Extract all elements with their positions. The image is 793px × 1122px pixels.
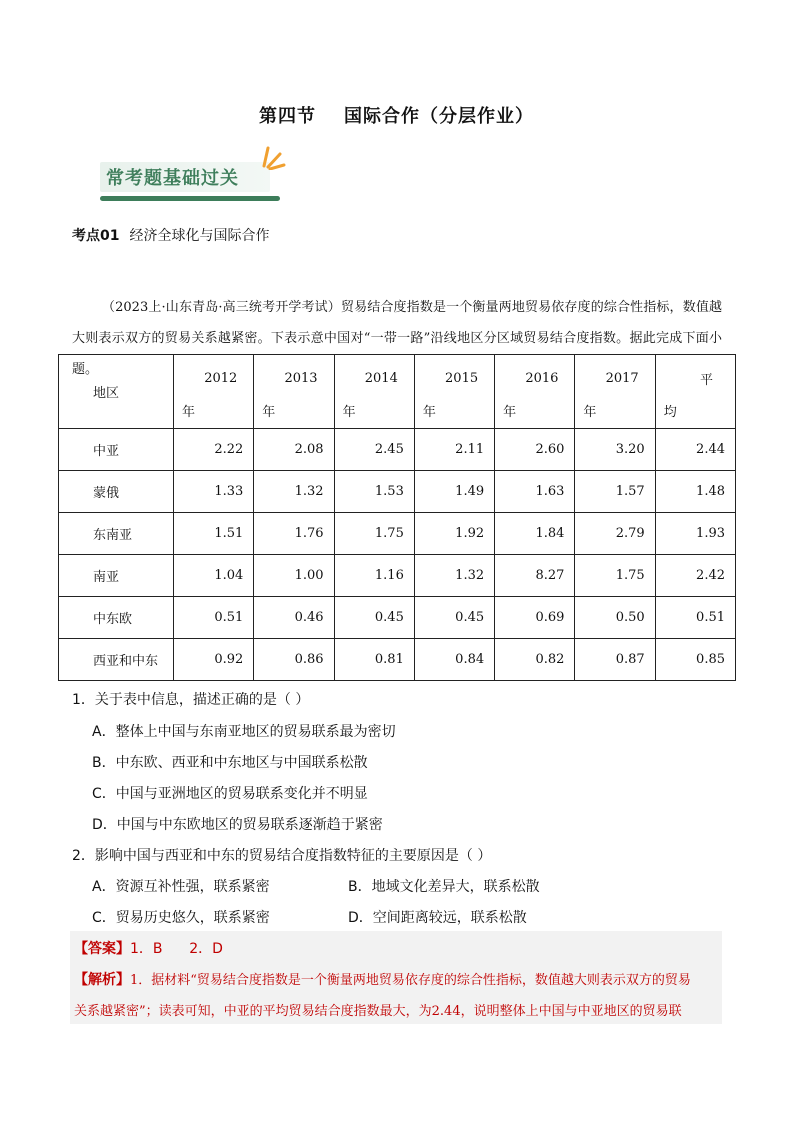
value-cell: 0.45 — [334, 597, 414, 639]
table-header-row — [59, 355, 736, 429]
value-cell: 1.63 — [495, 471, 575, 513]
q2-option-c: C．贸易历史悠久，联系紧密 — [92, 910, 270, 926]
table-row — [59, 513, 736, 555]
value-cell: 0.51 — [174, 597, 254, 639]
table-row — [59, 555, 736, 597]
value-cell: 0.84 — [414, 639, 494, 681]
value-cell: 1.53 — [334, 471, 414, 513]
section-name: 国际合作（分层作业） — [344, 106, 534, 127]
value-cell: 3.20 — [575, 429, 655, 471]
q1-option-d: D．中国与中东欧地区的贸易联系逐渐趋于紧密 — [92, 817, 383, 833]
section-number: 第四节 — [259, 106, 316, 127]
value-cell: 1.75 — [575, 555, 655, 597]
value-cell: 2.45 — [334, 429, 414, 471]
answer-tag: 【答案】 — [74, 941, 130, 957]
header-year: 2015 年 — [414, 355, 494, 429]
table-row — [59, 597, 736, 639]
q2-option-b: B．地域文化差异大，联系松散 — [348, 879, 540, 895]
value-cell: 0.69 — [495, 597, 575, 639]
value-cell: 0.87 — [575, 639, 655, 681]
value-cell: 2.11 — [414, 429, 494, 471]
value-cell: 0.86 — [254, 639, 334, 681]
region-cell: 南亚 — [59, 555, 174, 597]
value-cell: 1.00 — [254, 555, 334, 597]
value-cell: 0.81 — [334, 639, 414, 681]
q2-option-d: D．空间距离较远，联系松散 — [348, 910, 527, 926]
value-cell: 2.42 — [655, 555, 735, 597]
question-2: 2．影响中国与西亚和中东的贸易结合度指数特征的主要原因是（ ） — [72, 848, 492, 864]
value-cell: 1.75 — [334, 513, 414, 555]
value-cell: 2.60 — [495, 429, 575, 471]
kaodian-name: 经济全球化与国际合作 — [129, 228, 270, 244]
analysis-line-1: 【解析】1．据材料“贸易结合度指数是一个衡量两地贸易依存度的综合性指标，数值越大则表示双方的贸易 — [74, 972, 691, 988]
analysis-tag: 【解析】 — [74, 972, 130, 988]
header-year: 2013 年 — [254, 355, 334, 429]
kaodian-heading — [72, 225, 269, 245]
value-cell: 1.51 — [174, 513, 254, 555]
value-cell: 1.93 — [655, 513, 735, 555]
answer-line — [74, 938, 223, 958]
banner-underline — [100, 196, 280, 201]
trade-index-table — [58, 354, 736, 681]
value-cell: 1.16 — [334, 555, 414, 597]
value-cell: 2.22 — [174, 429, 254, 471]
value-cell: 1.92 — [414, 513, 494, 555]
value-cell: 8.27 — [495, 555, 575, 597]
table-row — [59, 471, 736, 513]
q2-option-a: A．资源互补性强，联系紧密 — [92, 879, 270, 895]
region-cell: 中亚 — [59, 429, 174, 471]
q1-option-a: A．整体上中国与东南亚地区的贸易联系最为密切 — [92, 724, 396, 740]
value-cell: 2.08 — [254, 429, 334, 471]
header-year: 2012 年 — [174, 355, 254, 429]
page-title — [0, 102, 793, 128]
value-cell: 0.85 — [655, 639, 735, 681]
value-cell: 1.76 — [254, 513, 334, 555]
header-year: 2017 年 — [575, 355, 655, 429]
header-average: 平 均 — [655, 355, 735, 429]
value-cell: 1.33 — [174, 471, 254, 513]
value-cell: 0.82 — [495, 639, 575, 681]
region-cell: 蒙俄 — [59, 471, 174, 513]
table-row — [59, 639, 736, 681]
header-year: 2014 年 — [334, 355, 414, 429]
value-cell: 1.32 — [414, 555, 494, 597]
header-region: 地区 — [59, 355, 174, 429]
table-row — [59, 429, 736, 471]
value-cell: 1.32 — [254, 471, 334, 513]
value-cell: 0.51 — [655, 597, 735, 639]
kaodian-label: 考点01 — [72, 228, 120, 244]
value-cell: 0.50 — [575, 597, 655, 639]
answer-text: 1．B 2．D — [130, 941, 223, 957]
question-1: 1．关于表中信息，描述正确的是（ ） — [72, 692, 310, 708]
header-year: 2016 年 — [495, 355, 575, 429]
value-cell: 1.84 — [495, 513, 575, 555]
region-cell: 中东欧 — [59, 597, 174, 639]
value-cell: 1.49 — [414, 471, 494, 513]
value-cell: 0.46 — [254, 597, 334, 639]
value-cell: 2.79 — [575, 513, 655, 555]
q1-option-b: B．中东欧、西亚和中东地区与中国联系松散 — [92, 755, 368, 771]
value-cell: 2.44 — [655, 429, 735, 471]
banner-label: 常考题基础过关 — [106, 168, 239, 189]
section-banner — [100, 146, 290, 206]
value-cell: 0.92 — [174, 639, 254, 681]
value-cell: 1.48 — [655, 471, 735, 513]
spark-icon — [258, 146, 288, 170]
question-stem: （2023上·山东青岛·高三统考开学考试）贸易结合度指数是一个衡量两地贸易依存度的综合性指标，数值越大则表示双方的贸易关系越紧密。下表示意中国对“一带一路”沿线地区分区域贸易结合度指数。据此完成下面小题。 — [72, 300, 722, 377]
analysis-line-2: 关系越紧密”；读表可知，中亚的平均贸易结合度指数最大，为2.44，说明整体上中国与中亚地区的贸易联 — [74, 1004, 682, 1019]
region-cell: 西亚和中东 — [59, 639, 174, 681]
value-cell: 1.04 — [174, 555, 254, 597]
value-cell: 0.45 — [414, 597, 494, 639]
value-cell: 1.57 — [575, 471, 655, 513]
region-cell: 东南亚 — [59, 513, 174, 555]
q1-option-c: C．中国与亚洲地区的贸易联系变化并不明显 — [92, 786, 368, 802]
